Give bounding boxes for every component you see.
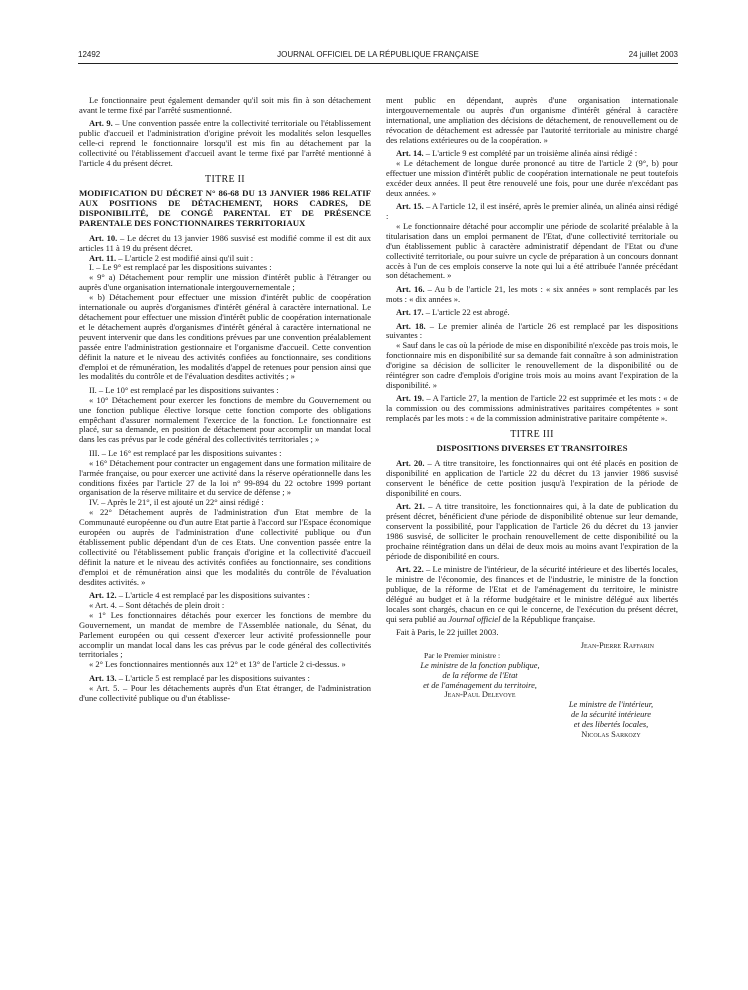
paragraph: « 2° Les fonctionnaires mentionnés aux 12° et 13° de l'article 2 ci-dessus. »	[89, 659, 346, 670]
signatory-name: Jean-Pierre Raffarin	[580, 641, 654, 651]
page-number: 12492	[78, 50, 101, 59]
paragraph: I. – Le 9° est remplacé par les dispositions suivantes :	[89, 262, 272, 273]
paragraph: III. – Le 16° est remplacé par les dispositions suivantes :	[89, 447, 282, 458]
page-header	[78, 50, 678, 64]
article-17: Art. 17. – L'article 22 est abrogé.	[396, 307, 510, 318]
paragraph: « b) Détachement pour effectuer une mission d'intérêt public de coopération internationale ou auprès d'organismes d'intérêt général à caractère international. Le détachement pour effectuer une mission d'intérêt public de coopération internationale et le détachement auprès d'organismes d'intérêt général à caractère international ne peuvent intervenir que dans les conditions prévues par une convention préalablement passée entre l'administration gestionnaire et l'organisme d'accueil. Cette convention définit la nature et le niveau des activités confiées au fonctionnaire, ses conditions d'emploi et de rémunération, les modalités d'appel de retenues pour pension ainsi que les modalités du contrôle et de l'évaluation desdites activités ; »	[79, 292, 371, 382]
signatures	[386, 641, 678, 739]
article-15: Art. 15. – A l'article 12, il est inséré, après le premier alinéa, un alinéa ainsi rédigé :	[386, 201, 678, 221]
signatory-name: Jean-Paul Delevoye	[444, 690, 516, 700]
article-14: Art. 14. – L'article 9 est complété par un troisième alinéa ainsi rédigé :	[396, 148, 638, 159]
paragraph: « Le détachement de longue durée prononcé au titre de l'article 2 (9°, b) pour effectuer une mission d'intérêt public de coopération internationale ne peut toutefois excéder deux années. Il peut être renouvelé une fois, pour une durée n'excédant pas deux années. »	[386, 157, 678, 198]
paragraph: « 16° Détachement pour contracter un engagement dans une formation militaire de l'armée française, ou pour exercer une activité dans la réserve opérationnelle dans les conditions fixées par l'article 27 de la loi n° 99-894 du 22 octobre 1999 portant organisation de la réserve militaire et du service de défense ; »	[79, 457, 371, 498]
minister-title: Le ministre de l'intérieur, de la sécurité intérieure et des libertés locales, Nicolas Sarkozy	[536, 700, 686, 739]
titre-heading: TITRE II	[205, 173, 245, 185]
paragraph: ment public en dépendant, auprès d'une organisation internationale intergouvernementale ou auprès d'un organisme d'intérêt général à caractère international, une ampliation des décisions de détachement, de renouvellement ou de révocation de détachement est adressée par l'autorité territoriale au ministre chargé des relations extérieures ou de la coopération. »	[386, 95, 678, 145]
paragraph: « Art. 4. – Sont détachés de plein droit :	[89, 599, 225, 610]
titre-subheading: DISPOSITIONS DIVERSES ET TRANSITOIRES	[436, 443, 628, 453]
paragraph: Le fonctionnaire peut également demander qu'il soit mis fin à son détachement avant le terme fixé par l'arrêté susmentionné.	[79, 95, 371, 115]
header-rule	[78, 63, 678, 64]
signature-line: Par le Premier ministre :	[424, 651, 501, 661]
signature-date: Fait à Paris, le 22 juillet 2003.	[396, 627, 499, 637]
article-11: Art. 11. – L'article 2 est modifié ainsi qu'il suit :	[89, 252, 254, 263]
signatory-name: Nicolas Sarkozy	[581, 729, 641, 739]
publication-date: 24 juillet 2003	[628, 50, 678, 59]
paragraph: « 1° Les fonctionnaires détachés pour exercer les fonctions de membre du Gouvernement, un mandat de membre de l'Assemblée nationale, du Sénat, du Parlement européen ou qui cessent d'exercer leur activité professionnelle pour accomplir un mandat local dans les cas prévus par le code général des collectivités territoriales ;	[79, 609, 371, 660]
right-column	[386, 96, 678, 739]
article-21: Art. 21. – A titre transitoire, les fonctionnaires qui, à la date de publication du présent décret, bénéficient d'une période de disponibilité obtenue sur leur demande, conservent la possibilité, pour l'application de l'article 26 du décret du 13 janvier 1986 susvisé, de solliciter le prochain renouvellement de cette disponibilité ou la prochaine réintégration dans un délai de deux mois au moins avant l'expiration de la période de disponibilité en cours.	[386, 501, 678, 561]
minister-title: Le ministre de la fonction publique, de la réforme de l'Etat et de l'aménagement du territoire, Jean-Paul Delevoye	[380, 661, 580, 700]
article-label: Art. 9.	[89, 118, 113, 129]
article-10: Art. 10. – Le décret du 13 janvier 1986 susvisé est modifié comme il est dit aux articles 11 à 19 du présent décret.	[79, 232, 371, 253]
journal-title: JOURNAL OFFICIEL DE LA RÉPUBLIQUE FRANÇAISE	[277, 50, 479, 59]
paragraph: « Sauf dans le cas où la période de mise en disponibilité n'excède pas trois mois, le fonctionnaire mis en disponibilité sur sa demande fait connaître à son administration d'origine sa décision de solliciter le renouvellement de la disponibilité ou de réintégrer son cadre d'emplois d'origine trois mois au moins avant l'expiration de la disponibilité. »	[386, 340, 678, 390]
paragraph: IV. – Après le 21°, il est ajouté un 22° ainsi rédigé :	[89, 497, 264, 508]
article-22: Art. 22. – Le ministre de l'intérieur, de la sécurité intérieure et des libertés locales, le ministre de l'économie, des finances et de l'industrie, le ministre de la fonction publique, de la réforme de l'Etat et de l'aménagement du territoire, le ministre délégué au budget et à la réforme budgétaire et le ministre délégué aux libertés locales sont chargés, chacun en ce qui le concerne, de l'exécution du présent décret, qui sera publié au Journal officiel de la République française.	[386, 564, 678, 624]
titre-heading: TITRE III	[510, 429, 554, 441]
article-16: Art. 16. – Au b de l'article 21, les mots : « six années » sont remplacés par les mots : « dix années ».	[386, 283, 678, 304]
paragraph: « 22° Détachement auprès de l'administration d'un Etat membre de la Communauté européenne ou d'un autre Etat partie à l'accord sur l'Espace économique européen ou auprès de l'administration d'une collectivité publique ou d'un établissement public dépendant d'un de ces Etats. Une convention passée entre la collectivité ou l'établissement public français d'origine et la collectivité d'accueil définit la nature et le niveau des activités confiées au fonctionnaire, ses conditions d'emploi et de rémunération ainsi que les modalités du contrôle de l'évaluation desdites activités. »	[79, 507, 371, 587]
paragraph: II. – Le 10° est remplacé par les dispositions suivantes :	[89, 384, 279, 395]
paragraph: « 9° a) Détachement pour remplir une mission d'intérêt public à l'étranger ou auprès d'une organisation internationale intergouvernementale ;	[79, 272, 371, 293]
article-19: Art. 19. – A l'article 27, la mention de l'article 22 est supprimée et les mots : « de la commission ou des commissions administratives paritaires compétentes » sont remplacés par les mots : « de la commission administrative paritaire compétente ».	[386, 393, 679, 424]
article-20: Art. 20. – A titre transitoire, les fonctionnaires qui ont été placés en position de disponibilité en application de l'article 22 du décret du 13 janvier 1986 susvisé conservent le bénéfice de cette position jusqu'à l'expiration de la période de disponibilité en cours.	[386, 458, 679, 498]
article-18: Art. 18. – Le premier alinéa de l'article 26 est remplacé par les dispositions suivantes :	[386, 320, 678, 341]
article-12: Art. 12. – L'article 4 est remplacé par les dispositions suivantes :	[89, 589, 310, 600]
left-column	[79, 96, 371, 703]
titre-subheading: MODIFICATION DU DÉCRET N° 86-68 DU 13 JANVIER 1986 RELATIF AUX POSITIONS DE DÉTACHEMENT, HORS CADRES, DE DISPONIBILITÉ, DE CONGÉ PARENTAL ET DE PRÉSENCE PARENTALE DES FONCTIONNAIRES TERRITORIAUX	[79, 187, 371, 228]
paragraph: « 10° Détachement pour exercer les fonctions de membre du Gouvernement ou une fonction publique élective lorsque cette fonction comporte des obligations empêchant d'assurer normalement l'exercice de la fonction. Le fonctionnaire est placé, sur sa demande, en position de détachement pour accomplir un mandat local dans les cas prévus par le code général des collectivités territoriales ; »	[79, 394, 371, 445]
article-13: Art. 13. – L'article 5 est remplacé par les dispositions suivantes :	[89, 672, 310, 683]
paragraph: « Le fonctionnaire détaché pour accomplir une période de scolarité préalable à la titularisation dans un emploi permanent de l'Etat, d'une collectivité territoriale ou d'un établissement public à caractère administratif dépendant de l'Etat ou d'une collectivité territoriale, ou pour suivre un cycle de préparation à un concours donnant accès à l'un de ces emplois conserve la note qui lui a été attribuée l'année précédant son détachement. »	[386, 220, 678, 281]
paragraph: « Art. 5. – Pour les détachements auprès d'un Etat étranger, de l'administration d'une collectivité publique ou d'un établisse-	[79, 682, 371, 703]
article-9: Art. 9. – Une convention passée entre la collectivité territoriale ou l'établissement public d'accueil et l'administration d'origine prévoit les modalités selon lesquelles celle-ci reprend le fonctionnaire lorsqu'il est mis fin au détachement par la collectivité ou l'établissement d'accueil avant le terme fixé par l'arrêté mentionné à l'article 4 du présent décret.	[79, 118, 371, 168]
